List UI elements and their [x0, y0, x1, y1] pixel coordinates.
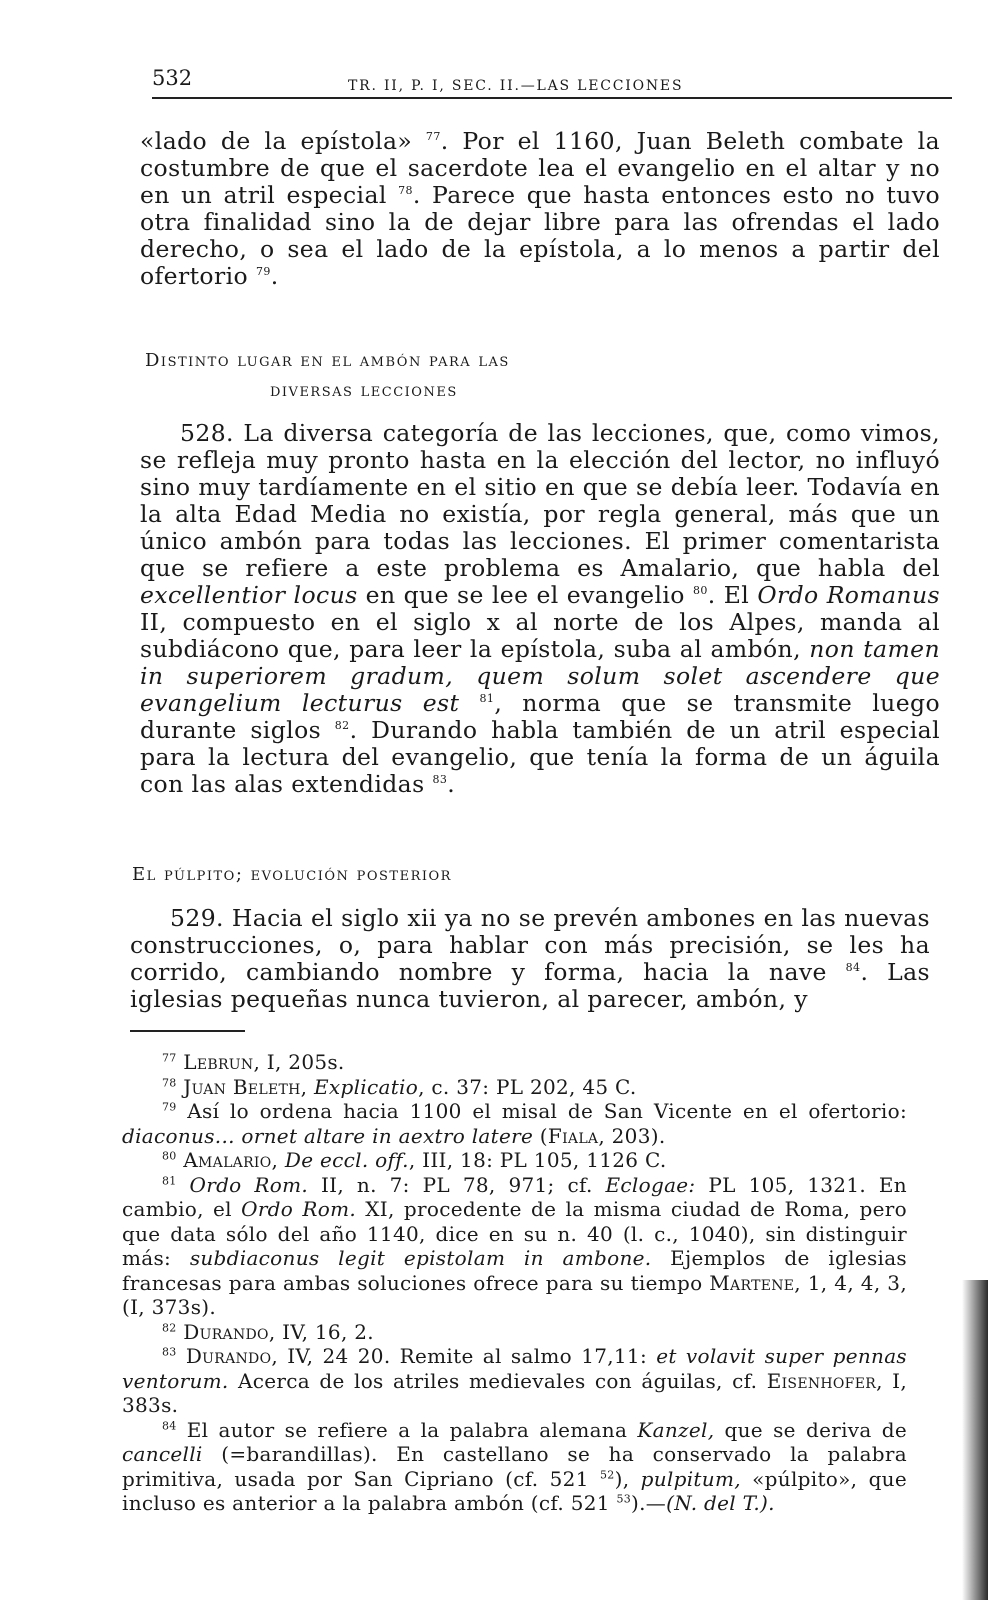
- author-name: Lebrun: [183, 1050, 254, 1074]
- paragraph-529: [130, 905, 930, 1013]
- footnote-ref: 77: [425, 130, 441, 144]
- text-run: «púlpito», que incluso es anterior a la palabra ambón (cf. 521: [122, 1466, 908, 1515]
- footnote-ref: 52: [600, 1467, 615, 1481]
- italic-run: De eccl. off.: [284, 1148, 409, 1172]
- text-run: PL 105, 1321. En cambio, el: [122, 1172, 907, 1221]
- text-run: .: [447, 770, 456, 798]
- author-name: Juan Beleth: [183, 1074, 301, 1099]
- text-run: , III, 18: PL 105, 1126 C.: [408, 1148, 667, 1172]
- italic-run: subdiaconus legit epistolam in ambone.: [189, 1246, 652, 1270]
- footnote-ref: 81: [479, 692, 495, 706]
- text-run: que se deriva de: [714, 1417, 907, 1442]
- text-run: , IV, 16, 2.: [268, 1319, 374, 1344]
- italic-run: et volavit super pennas ventorum.: [122, 1344, 907, 1393]
- footnote-ref: 84: [845, 961, 861, 975]
- scan-shadow-edge: [962, 1280, 988, 1600]
- footnote-80: [122, 1148, 907, 1173]
- footnote-number: 84: [162, 1418, 177, 1432]
- footnote-number: 80: [162, 1149, 177, 1163]
- italic-run: (N. del T.).: [666, 1491, 775, 1515]
- text-run: . El: [707, 581, 758, 609]
- text-run: , 203).: [598, 1123, 666, 1148]
- section-heading: [145, 346, 510, 406]
- text-run: , IV, 24 20. Remite al salmo 17,11:: [271, 1344, 657, 1368]
- heading-line: El púlpito; evolución posterior: [132, 864, 452, 885]
- text-run: Así lo ordena hacia 1100 el misal de San Vicente en el ofertorio:: [176, 1099, 907, 1123]
- footnote-rule: [130, 1030, 245, 1032]
- footnote-77: [122, 1050, 907, 1075]
- text-run: , I, 205s.: [253, 1050, 345, 1074]
- text-run: .: [270, 262, 279, 290]
- italic-run: Ordo Rom.: [241, 1197, 356, 1221]
- italic-run: Ordo Romanus: [757, 581, 940, 609]
- section-heading: [132, 860, 452, 890]
- footnotes: [122, 1050, 907, 1516]
- paragraph-text: [140, 128, 940, 290]
- footnote-number: 78: [162, 1075, 177, 1089]
- footnote-ref: 80: [692, 584, 708, 598]
- italic-run: diaconus... ornet altare in aextro latere: [122, 1123, 534, 1148]
- italic-run: Ordo Rom.: [189, 1172, 309, 1197]
- text-run: ).—: [631, 1491, 667, 1515]
- footnote-ref: 78: [398, 184, 413, 198]
- footnote-number: 81: [162, 1173, 177, 1187]
- author-name: Fiala: [547, 1123, 599, 1148]
- author-name: Eisenhofer: [766, 1368, 877, 1393]
- italic-run: Explicatio: [314, 1074, 419, 1099]
- paragraph-text: [140, 420, 940, 798]
- italic-run: excellentior locus: [140, 581, 358, 609]
- author-name: Durando: [185, 1344, 272, 1368]
- italic-run: cancelli: [122, 1442, 203, 1466]
- header-rule: [152, 97, 952, 99]
- paragraph-528: [140, 420, 940, 798]
- text-run: II, compuesto en el siglo x al norte de los Alpes, manda al subdiácono que, para leer la epístola, suba al ambón,: [140, 608, 940, 663]
- text-run: ),: [614, 1466, 641, 1491]
- text-run: ,: [300, 1074, 314, 1099]
- paragraph-text: [130, 905, 930, 1013]
- footnote-ref: 83: [432, 773, 448, 787]
- paragraph-continuation: [140, 128, 940, 290]
- italic-run: Kanzel,: [637, 1417, 715, 1442]
- text-run: en que se lee el evangelio: [357, 581, 693, 609]
- text-run: , I, 383s.: [122, 1368, 907, 1417]
- page-header: [152, 66, 942, 96]
- text-run: , 1, 4, 4, 3, (I, 373s).: [122, 1270, 907, 1319]
- text-run: II, n. 7: PL 78, 971; cf.: [308, 1172, 606, 1197]
- text-run: , norma que se transmite luego durante siglos: [140, 689, 941, 744]
- italic-run: pulpitum,: [640, 1466, 741, 1491]
- footnote-ref: 82: [334, 719, 350, 733]
- text-run: . Por el 1160, Juan Beleth combate la costumbre de que el sacerdote lea el evangelio en el altar y no en un atril especial: [140, 127, 941, 209]
- text-run: . Durando habla también de un atril especial para la lectura del evangelio, que tenía la forma de un águila con las alas extendidas: [140, 716, 940, 798]
- author-name: Martene: [709, 1270, 795, 1295]
- text-run: 529. Hacia el siglo xii ya no se prevén ambones en las nuevas construcciones, o, para hablar con más precisión, se les ha corrido, cambiando nombre y forma, hacia la nave: [130, 904, 930, 986]
- footnote-79: [122, 1099, 907, 1148]
- text-run: XI, procedente de la misma ciudad de Roma, pero que data sólo del año 1140, dice en su n. 40 (l. c., 1040), sin distinguir más:: [122, 1197, 907, 1270]
- italic-run: non tamen in superiorem gradum, quem solum solet ascendere que evangelium lecturus est: [140, 635, 940, 717]
- text-run: . Las iglesias pequeñas nunca tuvieron, al parecer, ambón, y: [130, 958, 930, 1013]
- author-name: Durando: [183, 1319, 269, 1344]
- footnote-78: [122, 1075, 907, 1100]
- text-run: Acerca de los atriles medievales con águilas, cf.: [228, 1368, 767, 1393]
- footnote-number: 77: [162, 1051, 177, 1065]
- footnote-ref: 53: [616, 1492, 632, 1506]
- heading-line: diversas lecciones: [270, 380, 458, 401]
- text-run: El autor se refiere a la palabra alemana: [176, 1417, 638, 1442]
- text-run: (=barandillas). En castellano se ha conservado la palabra primitiva, usada por San Cipriano (cf. 521: [122, 1442, 907, 1491]
- text-run: , c. 37: PL 202, 45 C.: [418, 1074, 637, 1099]
- text-run: 528. La diversa categoría de las lecciones, que, como vimos, se refleja muy pronto hasta en la elección del lector, no influyó sino muy tardíamente en el sitio en que se debía leer. Todavía en la alta Edad Media no existía, por regla general, más que un único ambón para todas las lecciones. El primer comentarista que se refiere a este problema es Amalario, que habla del: [140, 419, 940, 582]
- footnote-ref: 79: [255, 265, 271, 279]
- footnote-number: 82: [162, 1320, 177, 1334]
- text-run: [459, 689, 479, 717]
- text-run: (: [533, 1123, 548, 1148]
- text-run: . Parece que hasta entonces esto no tuvo otra finalidad sino la de dejar libre para las ofrendas el lado derecho, o sea el lado de la epístola, a lo menos a partir del ofertorio: [140, 181, 940, 290]
- heading-line: Distinto lugar en el ambón para las: [145, 350, 510, 371]
- author-name: Amalario: [183, 1148, 272, 1172]
- footnote-number: 79: [162, 1100, 177, 1114]
- footnote-83: [122, 1344, 907, 1418]
- italic-run: Eclogae:: [605, 1172, 696, 1197]
- footnote-81: [122, 1173, 907, 1320]
- page-number: 532: [152, 66, 193, 90]
- footnote-number: 83: [162, 1345, 177, 1359]
- text-run: «lado de la epístola»: [140, 127, 426, 155]
- running-head: TR. II, P. I, SEC. II.—LAS LECCIONES: [348, 78, 684, 94]
- text-run: ,: [271, 1148, 285, 1172]
- footnote-82: [122, 1320, 907, 1345]
- text-run: Ejemplos de iglesias francesas para ambas soluciones ofrece para su tiempo: [122, 1246, 907, 1295]
- footnote-84: [122, 1418, 907, 1516]
